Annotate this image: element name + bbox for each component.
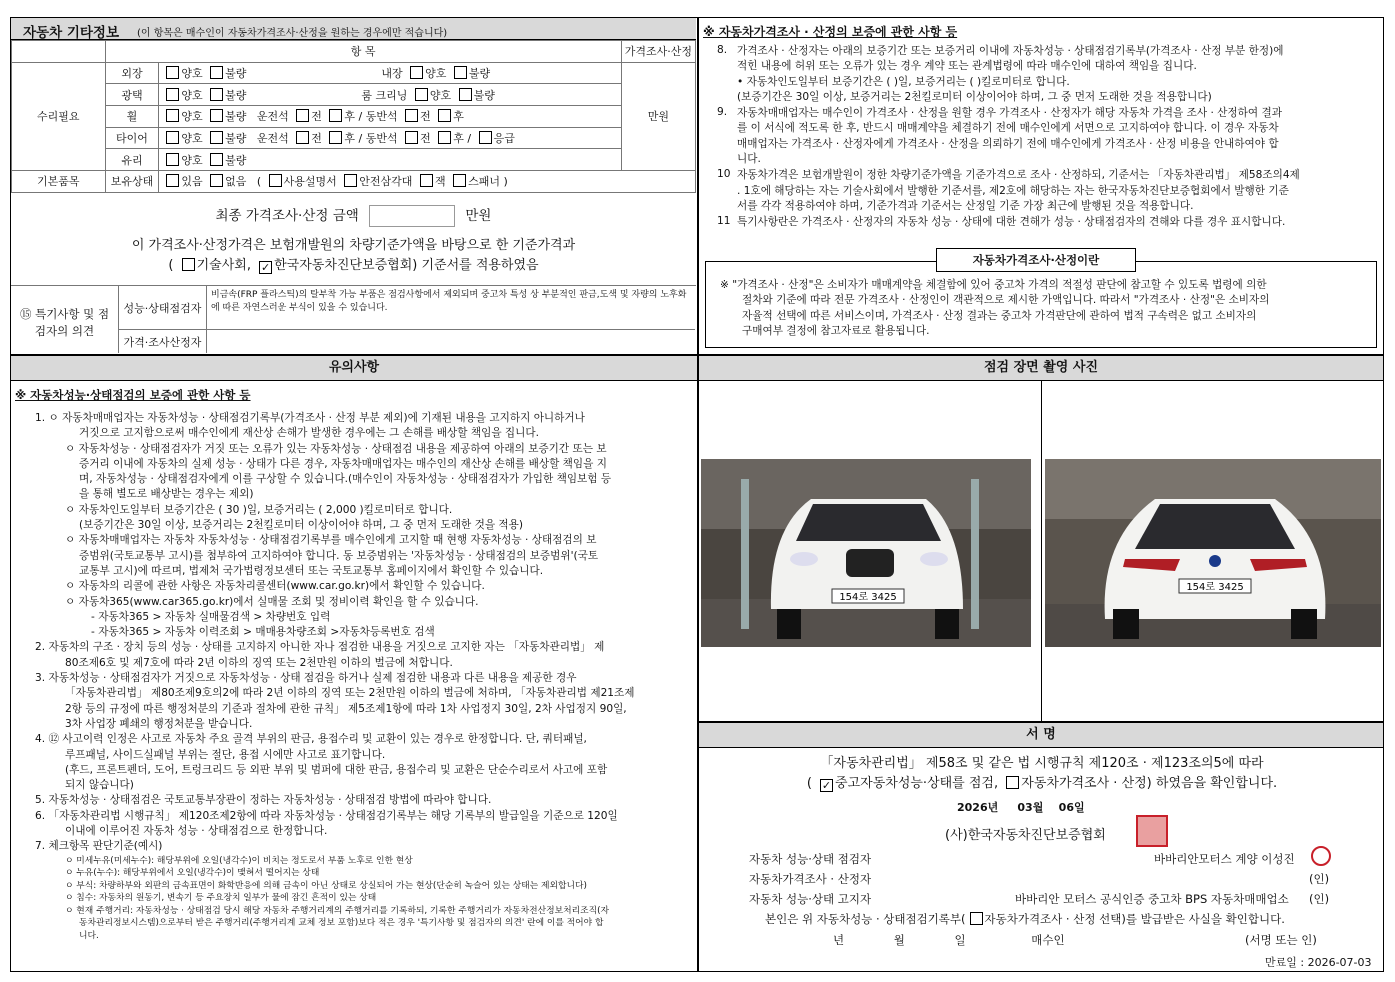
note-line: 2항 등의 규정에 따른 행정처분의 기준과 절차에 관한 규칙」 제5조제1항에 따라 1차 사업정지 30일, 2차 사업정지 90일, bbox=[65, 702, 627, 715]
photos-header: 점검 장면 촬영 사진 bbox=[699, 356, 1383, 381]
criteria-line: ㅇ 침수: 자동차의 원동기, 변속기 등 주요장치 일부가 물에 잠긴 흔적이 있는 상태 bbox=[65, 893, 377, 904]
has-label: 보유상태 bbox=[105, 171, 159, 193]
checkbox-front[interactable] bbox=[405, 131, 418, 144]
checkbox-price-check[interactable] bbox=[1006, 776, 1019, 789]
final-price-unit: 만원 bbox=[465, 208, 492, 224]
inspector-seal-icon bbox=[1311, 846, 1331, 866]
checkbox-no[interactable] bbox=[210, 174, 223, 187]
guarantee-item-line: 특기사항란은 가격조사 · 산정자의 자동차 성능 · 상태에 대한 견해가 성능 · 상태점검자의 견해와 다를 경우 표시합니다. bbox=[737, 216, 1286, 229]
bad-text: 불량 bbox=[225, 132, 247, 146]
guarantee-item-line: 서를 각각 적용하여야 하며, 기준가격과 기준서는 산정일 기준 가장 최근에 발행된 것을 적용합니다. bbox=[737, 199, 1194, 212]
note-line: 이내에 이루어진 자동차 성능 · 상태점검으로 한정합니다. bbox=[65, 825, 328, 838]
note-line: 5. 자동차성능 · 상태점검은 국토교통부장관이 정하는 자동차성능 · 상태점검 방법에 따라야 합니다. bbox=[35, 794, 492, 807]
final-price-area bbox=[11, 194, 696, 286]
sign-confirm-line: ( ✓ 중고자동차성능·상태를 점검, 자동차가격조사 · 산정) 하였음을 확인합니다. bbox=[806, 776, 1278, 792]
bad-text: 불량 bbox=[225, 110, 247, 124]
price-definition-text bbox=[720, 278, 1370, 339]
perf-inspector-text: 비금속(FRP 플라스틱)의 탈부착 가능 부품은 점검사항에서 제외되며 중고차 특성 상 부분적인 판금,도색 및 자량의 노후화에 따른 자연스러운 부식이 있을 수 있습니다. bbox=[207, 287, 695, 330]
definition-line: 자율적 선택에 따른 서비스이며, 가격조사 · 산정 결과는 중고차 가격판단에 관하여 법적 구속력은 없고 소비자의 bbox=[742, 309, 1257, 322]
section-title: 자동차 기타정보 bbox=[23, 25, 119, 41]
guarantee-item-number: 10 bbox=[717, 168, 731, 180]
driver-text: 운전석 bbox=[256, 132, 289, 146]
checkbox-bad[interactable] bbox=[454, 66, 467, 79]
emergency-text: 응급 bbox=[493, 132, 515, 146]
final-price-label: 최종 가격조사·산정 금액 bbox=[215, 208, 359, 224]
checkbox-price-selection[interactable] bbox=[970, 912, 983, 925]
note-line: - 자동차365 > 자동차 이력조회 > 매매용차량조회 >자동차등록번호 검색 bbox=[91, 626, 435, 639]
bad-text: 불량 bbox=[225, 67, 247, 81]
guarantee-item-number: 8. bbox=[717, 44, 728, 56]
checkbox-yes[interactable] bbox=[166, 174, 179, 187]
buyer-month: 월 bbox=[893, 933, 905, 947]
note-line: (보증기간은 30일 이상, 보증거리는 2천킬로미터 이상이어야 하며, 그 중 먼저 도래한 것을 적용) bbox=[79, 519, 524, 532]
rear-text: 후 bbox=[344, 132, 356, 146]
row-label-tire: 타이어 bbox=[105, 127, 159, 149]
rear-text: 후 bbox=[453, 110, 464, 124]
row-label-interior: 내장 bbox=[381, 67, 403, 81]
guarantee-item-line: . 1호에 해당하는 자는 기술사회에서 발행한 기준서를, 제2호에 해당하는 자는 한국자동차진단보증협회에서 발행한 기준 bbox=[737, 184, 1289, 197]
guarantee-item-line: • 자동차인도일부터 보증기간은 ( )일, 보증거리는 ( )킬로미터로 합니다. bbox=[737, 75, 1070, 88]
notes-title: ※ 자동차성능·상태점검의 보증에 관한 사항 등 bbox=[15, 388, 251, 402]
checkbox-good[interactable] bbox=[166, 153, 179, 166]
good-text: 양호 bbox=[181, 67, 203, 81]
note-line: 증거리 이내에 자동차의 실제 성능 · 상태가 다른 경우, 자동차매매업자는 매수인의 재산상 손해를 배상할 책임을 지 bbox=[79, 457, 607, 470]
guarantee-item-line: 자동차매매업자는 매수인이 가격조사 · 산정을 원할 경우 가격조사 · 산정자가 해당 자동차 가격을 조사 · 산정하여 결과 bbox=[737, 107, 1282, 120]
front-plate-text: 154로 3425 bbox=[839, 592, 897, 603]
row-glass bbox=[159, 149, 621, 171]
price-definition-title: 자동차가격조사·산정이란 bbox=[936, 248, 1136, 272]
criteria-line: ㅇ 부식: 차량하부와 외판의 금속표면이 화학반응에 의해 금속이 아닌 상태로 상실되어 가는 현상(단순히 녹슬어 있는 상태는 제외합니다) bbox=[65, 880, 587, 891]
price-guarantee-list bbox=[717, 44, 1377, 231]
notifier-value: 바바리안 모터스 공식인증 중고차 BPS 자동차매매업소 bbox=[1015, 892, 1289, 906]
checkbox-bad[interactable] bbox=[210, 88, 223, 101]
checkbox-front[interactable] bbox=[296, 109, 309, 122]
front-text: 전 bbox=[420, 132, 431, 146]
checkbox-spanner[interactable] bbox=[453, 174, 466, 187]
checkbox-bad[interactable] bbox=[210, 153, 223, 166]
checkbox-bad[interactable] bbox=[459, 88, 472, 101]
buyer-confirm-line bbox=[765, 911, 1285, 927]
front-text: 전 bbox=[420, 110, 431, 124]
bad-text: 불량 bbox=[473, 88, 495, 102]
note-line: (후드, 프론트펜더, 도어, 트렁크리드 등 외판 부위 및 범퍼에 대한 판금, 용접수리 및 교환은 단순수리로서 사고에 포함 bbox=[65, 763, 608, 776]
row-basic-items: 있음 없음 ( 사용설명서 안전삼각대 잭 스패너 ) bbox=[159, 171, 696, 193]
notes-list bbox=[35, 411, 695, 942]
perf-inspector-label: 성능·상태점검자 bbox=[119, 286, 207, 330]
note-line: 2. 자동차의 구조 · 장치 등의 성능 · 상태를 고지하지 아니한 자나 점검한 내용을 거짓으로 고지한 자는 「자동차관리법」 제 bbox=[35, 641, 605, 654]
row-label-exterior: 외장 bbox=[105, 62, 159, 84]
checkbox-rear[interactable] bbox=[438, 109, 451, 122]
section-title-bar bbox=[11, 18, 696, 40]
checkbox-good[interactable] bbox=[166, 109, 179, 122]
bad-text: 불량 bbox=[468, 67, 491, 81]
checkbox-front[interactable] bbox=[296, 131, 309, 144]
note-line: ㅇ 자동차성능 · 상태점검자가 거짓 또는 오류가 있는 자동차성능 · 상태점검 내용을 제공하여 아래의 보증기간 또는 보 bbox=[65, 442, 607, 455]
bad-text: 불량 bbox=[225, 153, 247, 167]
checkbox-good[interactable] bbox=[166, 66, 179, 79]
final-price-input[interactable] bbox=[369, 205, 455, 227]
note-line: 되지 않습니다) bbox=[65, 779, 134, 792]
checkbox-kaa[interactable]: ✓ bbox=[261, 261, 271, 274]
notes-header: 유의사항 bbox=[11, 356, 697, 381]
note-line: ㅇ 자동차의 리콜에 관한 사항은 자동차리콜센터(www.car.go.kr)에서 확인할 수 있습니다. bbox=[65, 580, 485, 593]
row-exterior bbox=[159, 62, 621, 84]
bad-text: 불량 bbox=[225, 88, 247, 102]
buyer-year: 년 bbox=[833, 933, 845, 947]
basic-items-label: 기본품목 bbox=[12, 171, 106, 193]
row-label-room-cleaning: 룸 크리닝 bbox=[361, 88, 408, 102]
inspector-value: 바바리안모터스 계양 이성진 bbox=[1154, 852, 1295, 866]
definition-line: 구매여부 결정에 참고자료로 활용됩니다. bbox=[742, 324, 930, 337]
confirm-text-a: 본인은 위 자동차성능 · 상태점검기록부( bbox=[765, 912, 966, 926]
checkbox-bad[interactable] bbox=[210, 109, 223, 122]
price-inspector-sign-label: 자동차가격조사 · 산정자 bbox=[749, 872, 872, 886]
price-check-text: 자동차가격조사 · 산정) 하였음을 확인합니다. bbox=[1021, 776, 1278, 791]
note-line: 6. 「자동차관리법 시행규칙」 제120조제2항에 따라 자동차성능 · 상태점검기록부는 해당 기록부의 발급일을 기준으로 120일 bbox=[35, 809, 618, 822]
price-inspector-seal: (인) bbox=[1309, 872, 1330, 886]
criteria-line: ㅇ 미세누유(미세누수): 해당부위에 오일(냉각수)이 비치는 정도로서 부품 노후로 인한 현상 bbox=[65, 855, 413, 866]
buyer-label: 매수인 bbox=[1031, 933, 1065, 947]
price-definition-box bbox=[705, 253, 1377, 348]
criteria-line: 동차관리정보시스템)으로부터 받은 주행거리(주행거리계 교체 정보 포함)보다 적은 경우 '특기사항 및 점검자의 의견' 란에 이를 적어야 합 bbox=[79, 918, 604, 929]
notifier-seal: (인) bbox=[1309, 892, 1330, 906]
section-note: (이 항목은 매수인이 자동차가격조사·산정을 원하는 경우에만 적습니다) bbox=[137, 28, 448, 39]
criteria-line: ㅇ 현재 주행거리: 자동차성능 · 상태점검 당시 해당 자동차 주행거리계의 주행거리를 기록하되, 기록한 주행거리가 자동차전산정보처리조직(자 bbox=[65, 905, 610, 916]
note-line: - 자동차365 > 자동차 실매물검색 > 차량번호 입력 bbox=[91, 610, 331, 623]
guarantee-item-line: 적힌 내용에 허위 또는 오류가 있는 경우 계약 또는 관계법령에 따라 매수인에 대하여 책임을 집니다. bbox=[737, 60, 1197, 73]
checkbox-good[interactable] bbox=[415, 88, 428, 101]
basis-line1: 이 가격조사·산정가격은 보험개발원의 차량기준가액을 바탕으로 한 기준가격과 bbox=[131, 238, 576, 253]
guarantee-item-line: 자동차가격은 보험개발원이 정한 차량기준가액을 기준가격으로 조사 · 산정하되, 기준서는 「자동차관리법」 제58조의4제 bbox=[737, 169, 1300, 182]
kaa-text: 한국자동차진단보증협회) 기준서를 적용하였음 bbox=[274, 258, 539, 273]
driver-text: 운전석 bbox=[256, 110, 289, 124]
price-header: 가격조사·산정 bbox=[621, 41, 695, 63]
row-label-glass: 유리 bbox=[105, 149, 159, 171]
note-line: ㅇ 자동차매매업자는 자동차 자동차성능 · 상태점검기록부를 매수인에게 고지할 때 현행 자동차성능 · 상태점검의 보 bbox=[65, 534, 597, 547]
jack-text: 잭 bbox=[434, 175, 446, 189]
checkbox-good[interactable] bbox=[166, 88, 179, 101]
checkbox-tech-society[interactable] bbox=[182, 258, 195, 271]
guarantee-item-line: 를 이 서식에 적도록 한 후, 반드시 매매계약을 체결하기 전에 매수인에게 서면으로 고지하여야 합니다. 이 경우 자동차 bbox=[737, 122, 1279, 135]
note-line: 증범위(국토교통부 고시)를 첨부하여 고지하여야 합니다. 동 보증범위는 '자동차성능 · 상태점검의 보증범위'(국토 bbox=[79, 549, 599, 562]
good-text: 양호 bbox=[181, 132, 203, 146]
row-tire: 양호 불량 운전석 전 후 / 동반석 전 후 / 응급 bbox=[159, 127, 621, 149]
triangle-text: 안전삼각대 bbox=[359, 175, 413, 189]
tech-society-text: 기술사회, bbox=[196, 258, 251, 273]
photos-section bbox=[698, 355, 1384, 722]
front-car-photo bbox=[701, 459, 1031, 647]
buyer-date-line bbox=[833, 932, 1065, 948]
note-line: 7. 체크항목 판단기준(예시) bbox=[35, 840, 163, 853]
criteria-line: ㅇ 누유(누수): 해당부위에서 오일(냉각수)이 맺혀서 떨어지는 상태 bbox=[65, 868, 320, 879]
good-text: 양호 bbox=[181, 110, 203, 124]
good-text: 양호 bbox=[181, 153, 203, 167]
checkbox-rear[interactable] bbox=[329, 131, 342, 144]
row-gloss bbox=[159, 84, 621, 106]
passenger-text: / 동반석 bbox=[358, 110, 398, 124]
checkbox-manual[interactable] bbox=[269, 174, 282, 187]
item-header: 항 목 bbox=[105, 41, 621, 63]
month-text: 03월 bbox=[1017, 801, 1044, 814]
definition-line: 절차와 기준에 따라 전문 가격조사 · 산정인이 객관적으로 제시한 가액입니다. 따라서 "가격조사 · 산정"은 소비자의 bbox=[742, 294, 1270, 307]
guarantee-item-number: 11 bbox=[717, 215, 731, 227]
note-line: 루프패널, 사이드실패널 부위는 절단, 용접 시에만 사고로 표기합니다. bbox=[65, 748, 386, 761]
guarantee-item-line: 가격조사 · 산정자는 아래의 보증기간 또는 보증거리 이내에 자동차성능 · 상태점검기록부(가격조사 · 산정 부분 한정)에 bbox=[737, 45, 1284, 57]
manual-text: 사용설명서 bbox=[283, 175, 337, 189]
checkbox-front[interactable] bbox=[405, 109, 418, 122]
day-text: 06일 bbox=[1058, 801, 1085, 814]
checkbox-rear[interactable] bbox=[329, 109, 342, 122]
notifier-label: 자동차 성능·상태 고지자 bbox=[749, 892, 872, 906]
price-guarantee-section bbox=[698, 17, 1384, 355]
note-line: 교통부 고시)에 따르며, 법제처 국가법령정보센터 또는 국토교통부 홈페이지에서 확인할 수 있습니다. bbox=[79, 564, 544, 577]
front-text: 전 bbox=[311, 110, 322, 124]
checkbox-emergency[interactable] bbox=[479, 131, 492, 144]
vehicle-other-info-section bbox=[10, 17, 698, 355]
repair-table bbox=[11, 40, 696, 193]
buyer-day: 일 bbox=[954, 933, 966, 947]
signature-header: 서 명 bbox=[699, 723, 1383, 748]
photo-divider bbox=[1041, 381, 1042, 721]
note-line: 「자동차관리법」 제80조제9호의2에 따라 2년 이하의 징역 또는 2천만원 이하의 벌금에 처하며, 「자동차관리법 제21조제 bbox=[65, 687, 635, 700]
rear-text: 후 bbox=[453, 132, 464, 146]
sign-organization: (사)한국자동차진단보증협회 bbox=[945, 828, 1106, 843]
checkbox-triangle[interactable] bbox=[344, 174, 357, 187]
note-line: 3. 자동차성능 · 상태점검자가 거짓으로 자동차성능 · 상태 점검을 하거나 실제 점검한 내용과 다른 내용을 제공한 경우 bbox=[35, 672, 577, 685]
criteria-line: 니다. bbox=[79, 930, 99, 941]
note-line: 4. ⑫ 사고이력 인정은 사고로 자동차 주요 골격 부위의 판금, 용접수리 및 교환이 있는 경우로 한정합니다. 단, 쿼터패널, bbox=[35, 733, 587, 746]
price-inspector-label: 가격·조사산정자 bbox=[119, 330, 207, 353]
good-text: 양호 bbox=[425, 67, 447, 81]
row-label-wheel: 휠 bbox=[105, 106, 159, 128]
checkbox-bad[interactable] bbox=[210, 131, 223, 144]
good-text: 양호 bbox=[429, 88, 452, 102]
confirm-text-b: 자동차가격조사 · 산정 선택)를 발급받은 사실을 확인합니다. bbox=[984, 912, 1285, 926]
inspector-label: 자동차 성능·상태 점검자 bbox=[749, 852, 872, 866]
basis-line2: ( 기술사회, ✓ 한국자동차진단보증협회) 기준서를 적용하였음 bbox=[168, 258, 539, 274]
row-wheel bbox=[159, 106, 621, 128]
checkbox-performance-check[interactable]: ✓ bbox=[821, 779, 832, 792]
won-cell: 만원 bbox=[621, 62, 695, 170]
special-notes-label: ⑮ 특기사항 및 점검자의 의견 bbox=[11, 286, 119, 353]
note-line: 1. ㅇ 자동차매매업자는 자동차성능 · 상태점검기록부(가격조사 · 산정 부분 제외)에 기재된 내용을 고지하지 아니하거나 bbox=[35, 412, 585, 424]
note-line: ㅇ 자동차인도일부터 보증기간은 ( 30 )일, 보증거리는 ( 2,000 )킬로미터로 합니다. bbox=[65, 503, 453, 516]
good-text: 양호 bbox=[181, 88, 203, 102]
price-guarantee-title: ※ 자동차가격조사 · 산정의 보증에 관한 사항 등 bbox=[703, 25, 958, 39]
organization-seal-icon bbox=[1136, 815, 1168, 847]
row-label-gloss: 광택 bbox=[105, 84, 159, 106]
rear-car-photo bbox=[1045, 459, 1381, 647]
guarantee-item-line: (보증기간은 30일 이상, 보증거리는 2천킬로미터 이상이어야 하며, 그 중 먼저 도래한 것을 적용합니다) bbox=[737, 90, 1212, 103]
no-text: 없음 bbox=[225, 175, 247, 189]
front-text: 전 bbox=[311, 132, 322, 146]
checkbox-rear[interactable] bbox=[438, 131, 451, 144]
rear-text: 후 bbox=[344, 110, 356, 124]
note-line: 거짓으로 고지함으로써 매수인에게 재산상 손해가 발생한 경우에는 그 손해를 배상할 책임을 집니다. bbox=[79, 427, 539, 440]
guarantee-item-number: 9. bbox=[717, 106, 728, 118]
passenger-text: / 동반석 bbox=[358, 132, 398, 146]
sign-date bbox=[957, 799, 1085, 815]
repair-needed-label: 수리필요 bbox=[12, 62, 106, 170]
checkbox-good[interactable] bbox=[166, 131, 179, 144]
guarantee-item-line: 니다. bbox=[737, 153, 761, 166]
note-line: 80조제6호 및 제7호에 따라 2년 이하의 징역 또는 2천만원 이하의 벌금에 처합니다. bbox=[65, 656, 453, 669]
definition-line: ※ "가격조사 · 산정"은 소비자가 매매계약을 체결함에 있어 중고차 가격의 적절성 판단에 참고할 수 있도록 법령에 의한 bbox=[720, 279, 1267, 291]
note-line: 3차 사업장 폐쇄의 행정처분을 받습니다. bbox=[65, 717, 253, 730]
checkbox-jack[interactable] bbox=[420, 174, 433, 187]
buyer-signature-field[interactable]: (서명 또는 인) bbox=[1245, 933, 1317, 947]
performance-check-text: 중고자동차성능·상태를 점검, bbox=[835, 776, 999, 791]
expiry-date: 만료일 : 2026-07-03 bbox=[1265, 956, 1372, 969]
guarantee-item-line: 매매업자는 가격조사 · 산정자에게 가격조사 · 산정을 의뢰하기 전에 매수인에게 가격조사 · 산정 비용을 안내하여야 합 bbox=[737, 137, 1279, 150]
yes-text: 있음 bbox=[181, 175, 203, 189]
note-line: 을 통해 별도로 배상받는 경우는 제외) bbox=[79, 488, 254, 501]
signature-section bbox=[698, 722, 1384, 972]
notes-section bbox=[10, 355, 698, 972]
sign-law-line: 「자동차관리법」 제58조 및 같은 법 시행규칙 제120조 · 제123조의5에 따라 bbox=[820, 756, 1264, 771]
checkbox-good[interactable] bbox=[410, 66, 423, 79]
note-line: ㅇ 자동차365(www.car365.go.kr)에서 실매물 조회 및 정비이력 확인을 할 수 있습니다. bbox=[65, 595, 479, 608]
rear-plate-text: 154로 3425 bbox=[1186, 582, 1244, 593]
year-text: 2026년 bbox=[957, 801, 999, 814]
special-notes-area bbox=[11, 286, 696, 353]
checkbox-bad[interactable] bbox=[210, 66, 223, 79]
note-line: 며, 자동차성능 · 상태점검자에게 이를 구상할 수 있습니다.(매수인이 자동차성능 · 상태점검자가 가입한 책임보험 등 bbox=[79, 473, 612, 486]
spanner-text: 스패너 ) bbox=[468, 175, 508, 189]
